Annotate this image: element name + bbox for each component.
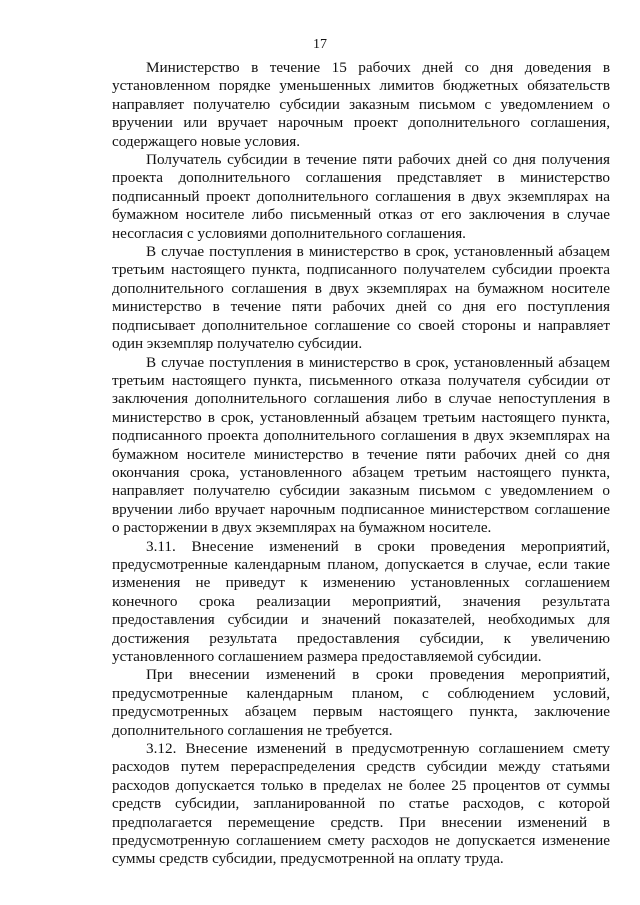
paragraph-recipient-response: Получатель субсидии в течение пяти рабочих дней со дня получения проекта дополнительного соглашения представляет в министерство подписанный проект дополнительного соглашения в двух экземплярах на бумажном носителе либо письменный отказ от его заключения в случае несогласия с условиями дополнительного соглашения. (112, 151, 610, 242)
page-number: 17 (313, 37, 327, 52)
paragraph-3-12: 3.12. Внесение изменений в предусмотренную соглашением смету расходов путем перераспределения средств субсидии между статьями расходов допускается только в пределах не более 25 процентов от суммы средств субсидии, запланированной по статье расходов, с которой предполагается перемещение средств. При внесении изменений в предусмотренную соглашением смету расходов не допускается изменение суммы средств субсидии, предусмотренной на оплату труда. (112, 740, 610, 868)
document-body (112, 59, 610, 869)
paragraph-ministry-sends-draft: Министерство в течение 15 рабочих дней со дня доведения в установленном порядке уменьшенных лимитов бюджетных обязательств направляет получателю субсидии заказным письмом с уведомлением о вручении или вручает нарочным проект дополнительного соглашения, содержащего новые условия. (112, 59, 610, 150)
paragraph-3-11: 3.11. Внесение изменений в сроки проведения мероприятий, предусмотренные календарным планом, допускается в случае, если такие изменения не приведут к изменению установленных соглашением конечного срока реализации мероприятий, значения результата предоставления субсидии и значений показателей, необходимых для достижения результата предоставления субсидии, к увеличению установленного соглашением размера предоставляемой субсидии. (112, 537, 610, 665)
paragraph-termination: В случае поступления в министерство в срок, установленный абзацем третьим настоящего пункта, письменного отказа получателя субсидии от заключения дополнительного соглашения либо в случае непоступления в министерство в срок, установленный абзацем третьим настоящего пункта, подписанного проекта дополнительного соглашения в двух экземплярах на бумажном носителе министерство в течение пяти рабочих дней со дня окончания срока, установленного абзацем третьим настоящего пункта, направляет получателю субсидии заказным письмом с уведомлением о вручении либо вручает нарочным подписанное министерством соглашение о расторжении в двух экземплярах на бумажном носителе. (112, 353, 610, 537)
paragraph-ministry-signs: В случае поступления в министерство в срок, установленный абзацем третьим настоящего пункта, подписанного получателем субсидии проекта дополнительного соглашения в двух экземплярах на бумажном носителе министерство в течение пяти рабочих дней со дня его поступления подписывает дополнительное соглашение со своей стороны и направляет один экземпляр получателю субсидии. (112, 243, 610, 353)
paragraph-no-agreement-required: При внесении изменений в сроки проведения мероприятий, предусмотренные календарным планом, с соблюдением условий, предусмотренных абзацем первым настоящего пункта, заключение дополнительного соглашения не требуется. (112, 666, 610, 739)
